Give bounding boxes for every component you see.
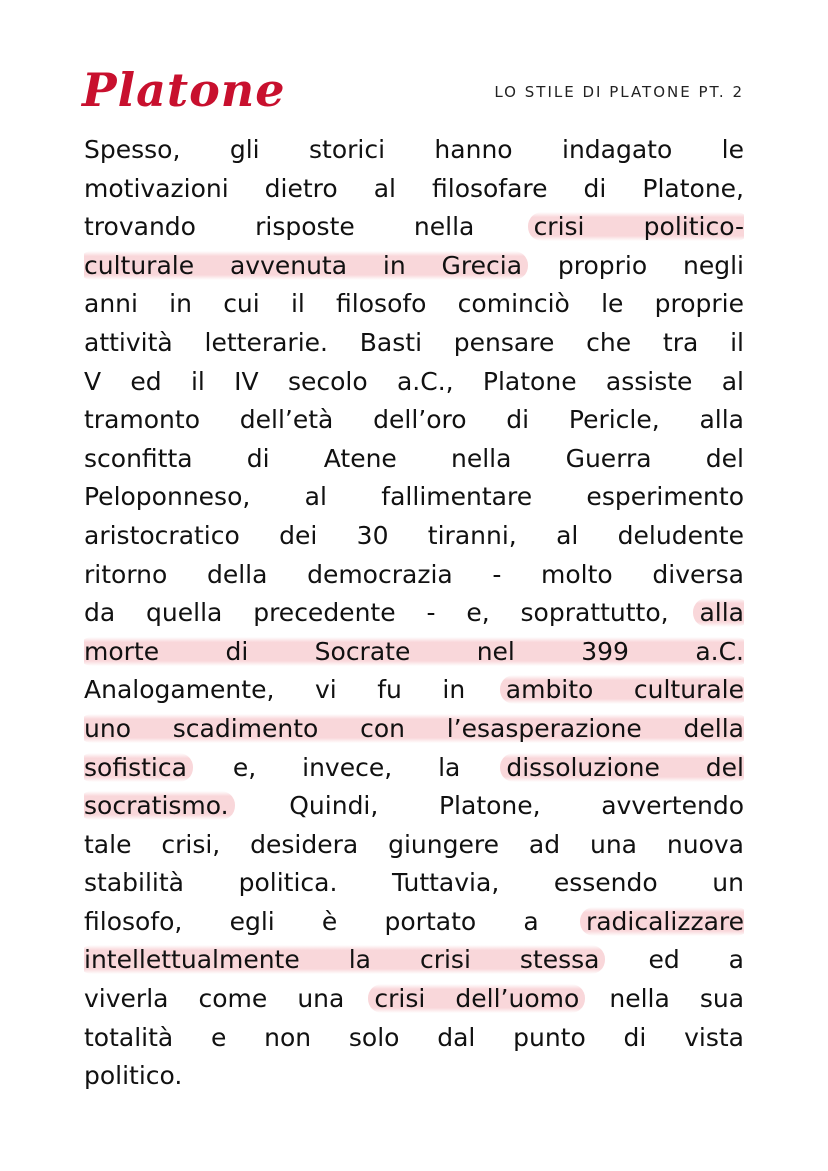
highlighted-text: socratismo. (84, 791, 235, 820)
highlighted-text: intellettualmente la crisi stessa (84, 945, 605, 974)
text-segment: viverla come una (84, 984, 345, 1014)
text-line (84, 594, 744, 633)
text-line (84, 941, 744, 980)
text-line (84, 671, 744, 710)
text-line (84, 749, 744, 788)
text-segment: filosofo, egli è portato a (84, 906, 539, 936)
text-line: ritorno della democrazia - molto diversa (84, 559, 744, 589)
highlighted-text: sofistica (84, 753, 193, 782)
text-line: aristocratico dei 30 tiranni, al deludente (84, 520, 744, 550)
page-subtitle: LO STILE DI PLATONE PT. 2 (494, 83, 744, 101)
text-line (84, 980, 744, 1019)
text-line: Spesso, gli storici hanno indagato le (84, 135, 744, 164)
highlighted-text: dissoluzione del (500, 753, 744, 782)
text-line: tramonto dell’età dell’oro di Pericle, alla (84, 405, 744, 435)
text-line: attività letterarie. Basti pensare che tra il (84, 327, 744, 357)
text-line: totalità e non solo dal punto di vista (84, 1022, 744, 1052)
text-line: stabilità politica. Tuttavia, essendo un (84, 868, 744, 898)
text-line: tale crisi, desidera giungere ad una nuova (84, 829, 744, 859)
highlighted-text: morte di Socrate nel 399 a.C. (84, 637, 744, 666)
text-line (84, 903, 744, 942)
text-line (84, 247, 744, 286)
highlighted-text: radicalizzare (580, 907, 744, 936)
text-segment: Analogamente, vi fu in (84, 675, 466, 705)
highlighted-text: crisi dell’uomo (368, 984, 585, 1013)
highlighted-text: culturale avvenuta in Grecia (84, 251, 528, 280)
page-title: Platone (82, 63, 286, 117)
text-line: politico. (84, 1061, 183, 1091)
text-segment: nella sua (609, 984, 744, 1014)
highlighted-text: ambito culturale (500, 675, 744, 704)
text-line: Peloponneso, al fallimentare esperimento (84, 482, 744, 512)
text-line: V ed il IV secolo a.C., Platone assiste al (84, 366, 744, 396)
text-segment: Quindi, Platone, avvertendo (289, 791, 744, 821)
text-line: sconfitta di Atene nella Guerra del (84, 443, 744, 473)
highlighted-text: alla (693, 598, 744, 627)
text-segment: ed a (648, 945, 744, 975)
text-line: motivazioni dietro al filosofare di Platone, (84, 173, 744, 203)
text-line: anni in cui il filosofo cominciò le proprie (84, 289, 744, 319)
text-line (84, 787, 744, 826)
text-line (84, 633, 744, 672)
highlighted-text: uno scadimento con l’esasperazione della (84, 714, 744, 743)
text-line (84, 710, 744, 749)
text-line (84, 208, 744, 247)
body-text (84, 131, 744, 1096)
text-segment: da quella precedente - e, soprattutto, (84, 598, 669, 628)
text-segment: proprio negli (557, 250, 744, 280)
highlighted-text: crisi politico- (528, 212, 744, 241)
text-segment: trovando risposte nella (84, 212, 475, 242)
text-segment: e, invece, la (232, 752, 461, 782)
